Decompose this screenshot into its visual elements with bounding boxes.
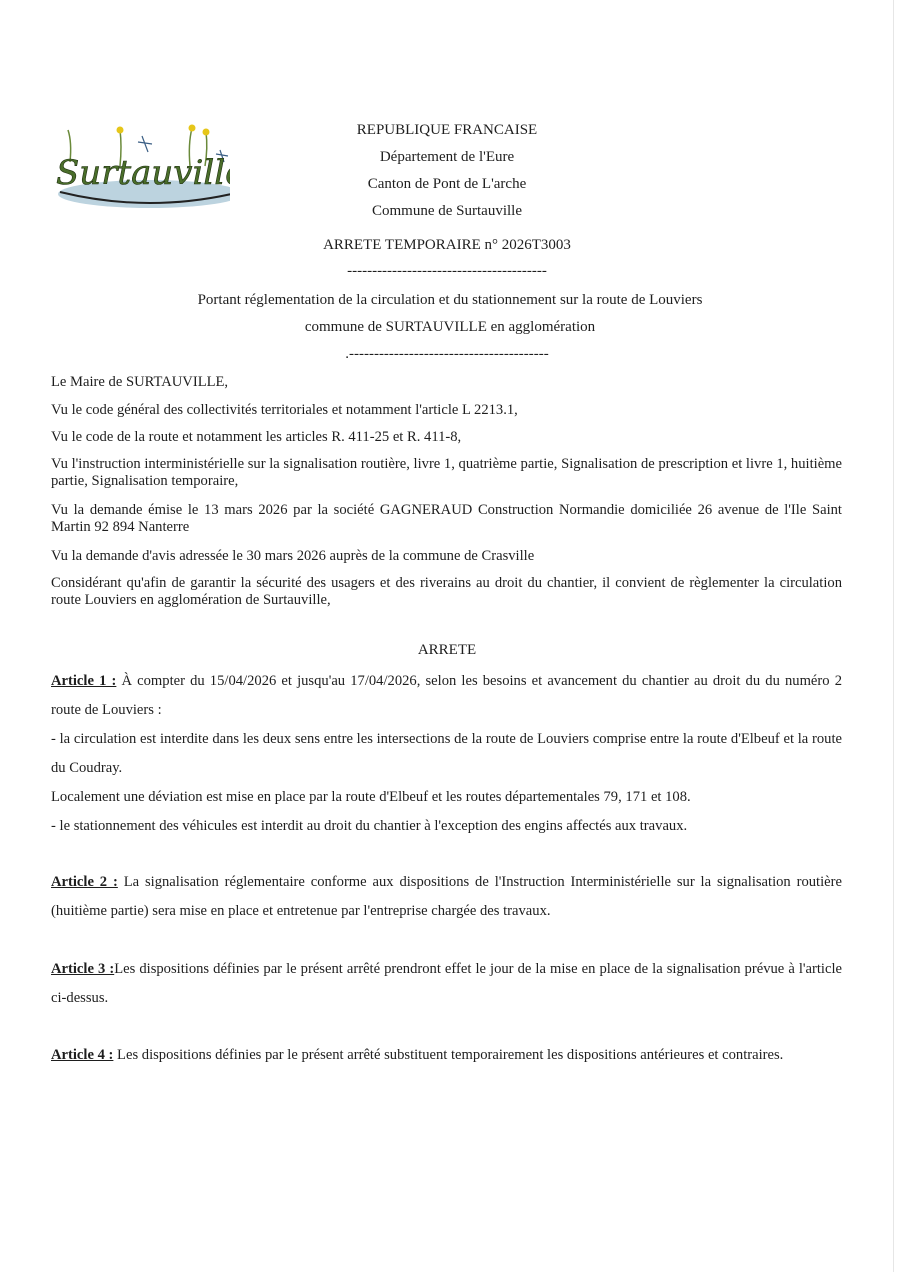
article-1-paragraph: Article 1 : À compter du 15/04/2026 et jusqu'au 17/04/2026, selon les besoins et avancement du chantier au droit du du numéro 2 route de Louviers : (51, 673, 842, 718)
separator-line: .---------------------------------------- (345, 346, 549, 362)
vu-line: Vu le code général des collectivités territoriales et notamment l'article L 2213.1, (51, 402, 518, 418)
article-3 (51, 955, 842, 1013)
commune-logo (50, 122, 230, 214)
article-3-paragraph: Article 3 :Les dispositions définies par le présent arrêté prendront effet le jour de la mise en place de la signalisation prévue à l'article ci-dessus. (51, 961, 842, 1006)
logo-text: Surtauville (56, 153, 230, 193)
article-1-paragraph: - la circulation est interdite dans les deux sens entre les intersections de la route de Louviers comprise entre la route d'Elbeuf et la route du Coudray. (51, 731, 842, 776)
department-heading: Département de l'Eure (379, 149, 515, 165)
article-2-paragraph: Article 2 : La signalisation réglementaire conforme aux dispositions de l'Instruction Interministérielle sur la signalisation routière (huitième partie) sera mise en place et entretenue par l'entreprise chargée des travaux. (51, 874, 842, 919)
article-4-paragraph: Article 4 : Les dispositions définies par le présent arrêté substituent temporairement les dispositions antérieures et contraires. (51, 1047, 784, 1063)
article-1-paragraph: - le stationnement des véhicules est interdit au droit du chantier à l'exception des engins affectés aux travaux. (51, 818, 688, 834)
mayor-line: Le Maire de SURTAUVILLE, (51, 374, 229, 390)
subject-line-2: commune de SURTAUVILLE en agglomération (304, 319, 596, 335)
commune-heading: Commune de Surtauville (372, 203, 522, 219)
article-label: Article 1 : (51, 673, 117, 689)
article-label: Article 4 : (51, 1047, 114, 1063)
flower-icon (189, 125, 196, 132)
flower-icon (203, 129, 210, 136)
flower-icon (117, 127, 124, 134)
vu-line: Vu la demande émise le 13 mars 2026 par la société GAGNERAUD Construction Normandie domiciliée 26 avenue de l'Ile Saint Martin 92 894 Nanterre (51, 502, 842, 535)
article-1 (51, 667, 842, 841)
separator-line: ---------------------------------------- (347, 263, 547, 279)
article-label: Article 3 : (51, 961, 115, 977)
vu-line: Vu le code de la route et notamment les articles R. 411-25 et R. 411-8, (51, 429, 462, 445)
logo-graphic (50, 122, 230, 214)
arrete-number: ARRETE TEMPORAIRE n° 2026T3003 (323, 237, 571, 253)
arrete-title: ARRETE (417, 642, 477, 658)
dragonfly-icon (138, 136, 152, 152)
article-label: Article 2 : (51, 874, 118, 890)
canton-heading: Canton de Pont de L'arche (367, 176, 527, 192)
vu-line: Vu la demande d'avis adressée le 30 mars 2026 auprès de la commune de Crasville (51, 548, 535, 564)
country-heading: REPUBLIQUE FRANCAISE (356, 122, 538, 138)
article-4 (51, 1041, 842, 1070)
subject-line-1: Portant réglementation de la circulation et du stationnement sur la route de Louviers (197, 292, 703, 308)
article-1-paragraph: Localement une déviation est mise en place par la route d'Elbeuf et les routes départementales 79, 171 et 108. (51, 789, 691, 805)
considerant-paragraph: Considérant qu'afin de garantir la sécurité des usagers et des riverains au droit du chantier, il convient de règlementer la circulation route Louviers en agglomération de Surtauville, (51, 575, 842, 608)
page-edge (893, 0, 894, 1272)
article-2 (51, 868, 842, 926)
vu-line: Vu l'instruction interministérielle sur la signalisation routière, livre 1, quatrième partie, Signalisation de prescription et livre 1, huitième partie, Signalisation temporaire, (51, 456, 842, 489)
